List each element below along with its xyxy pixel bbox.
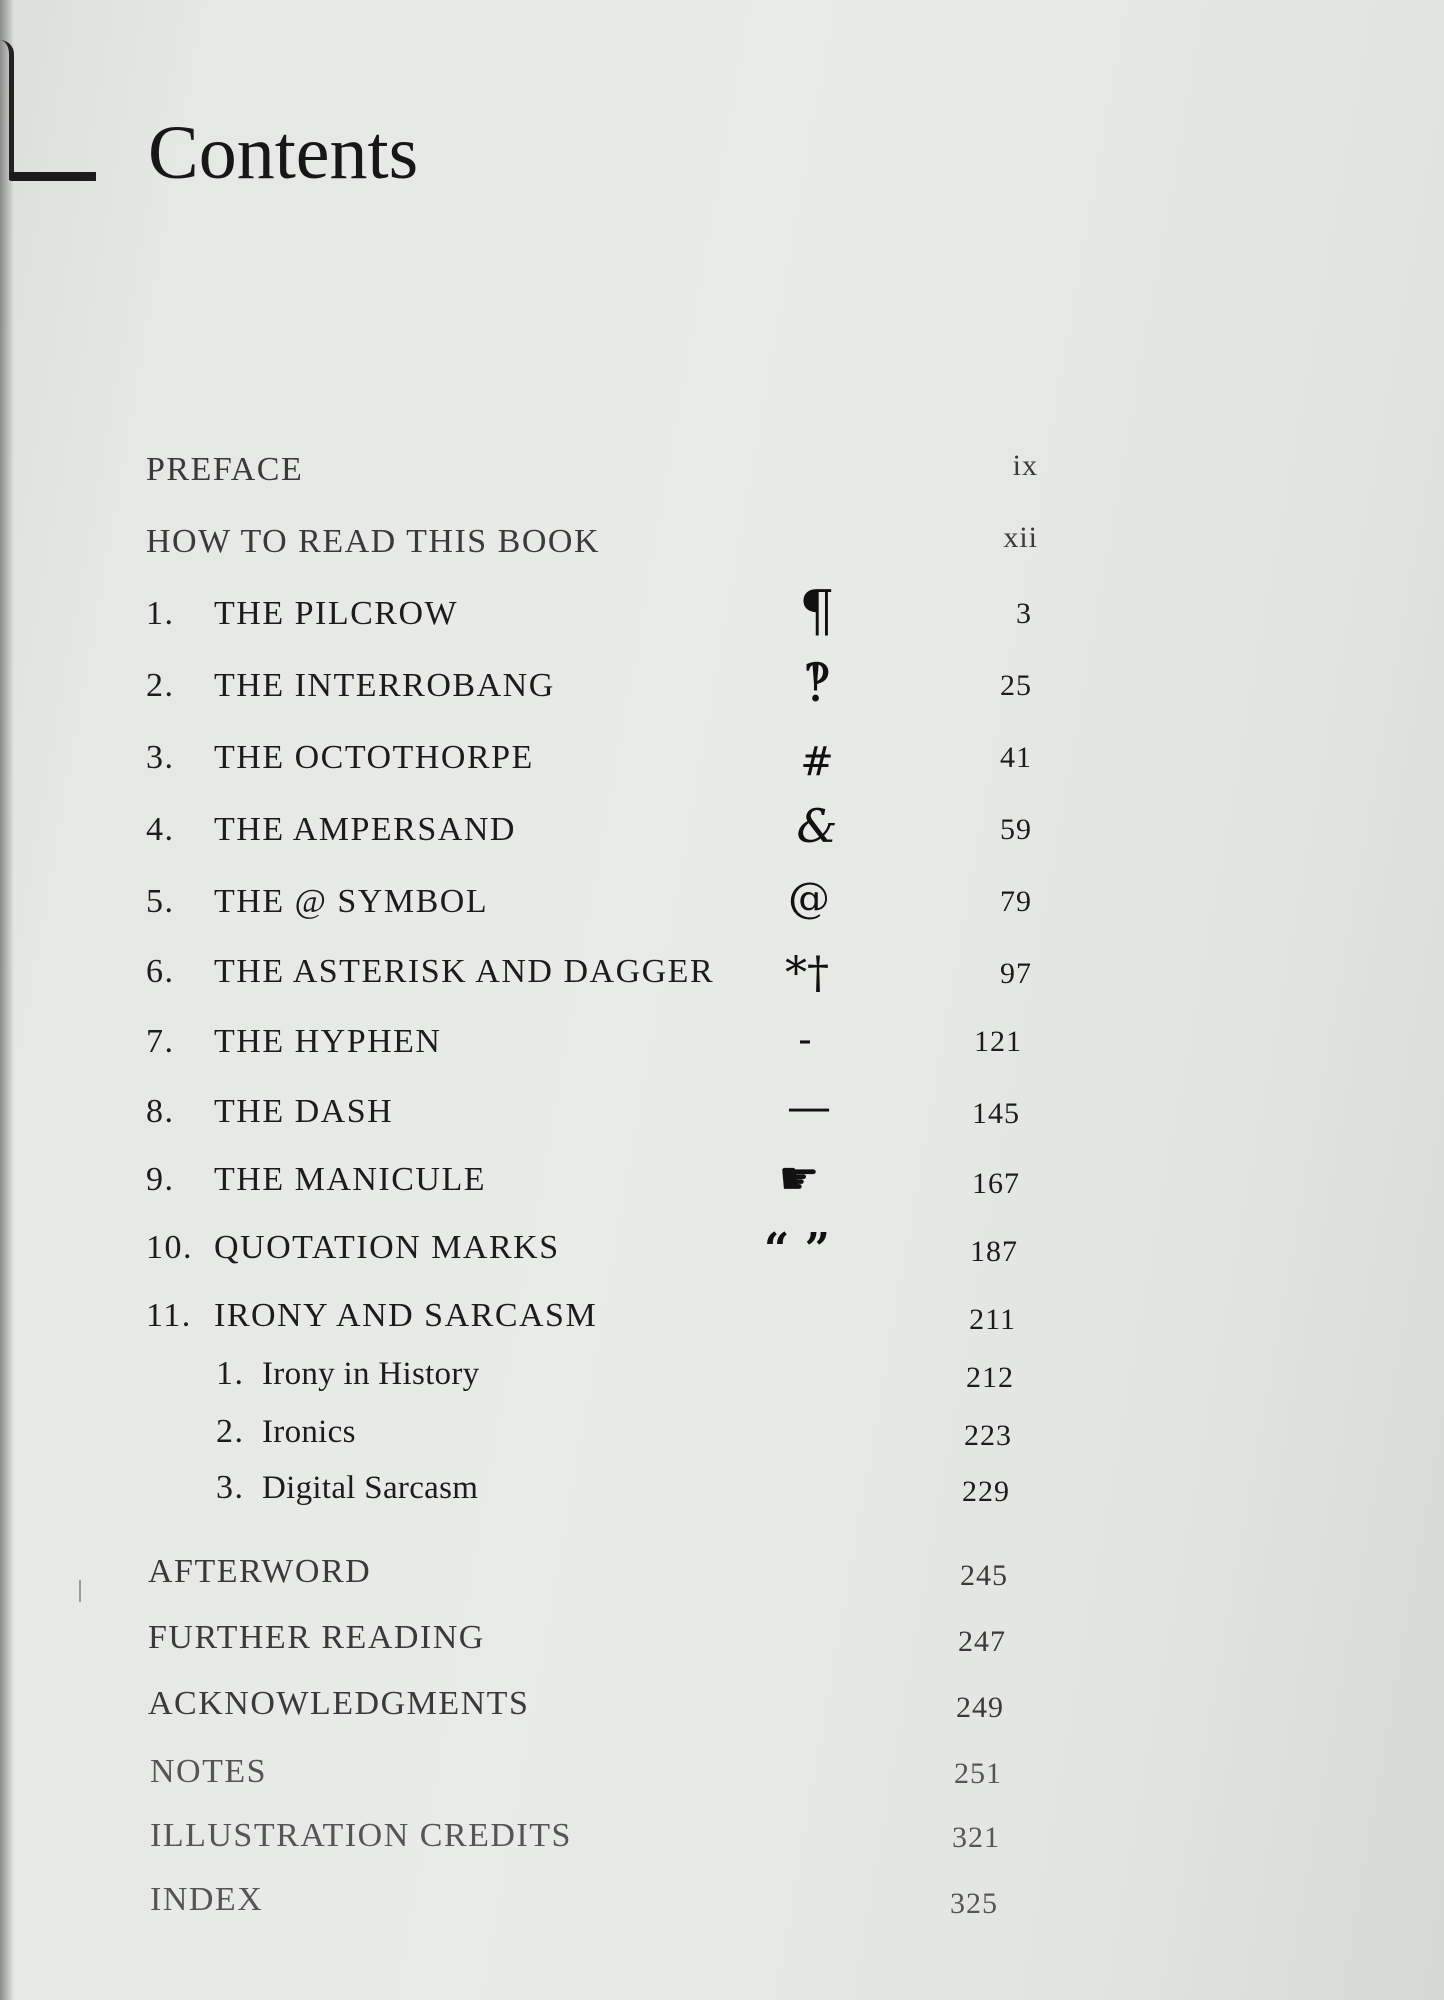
chapter-entry xyxy=(146,654,1046,714)
chapter-number: 10. xyxy=(146,1229,193,1266)
toc-entry-label: HOW TO READ THIS BOOK xyxy=(146,523,601,560)
chapter-number: 4. xyxy=(146,811,175,848)
chapter-page: 167 xyxy=(972,1167,1020,1200)
toc-entry-label: NOTES xyxy=(150,1753,268,1790)
chapter-title: IRONY AND SARCASM xyxy=(214,1297,598,1334)
chapter-number: 5. xyxy=(146,883,175,920)
toc-entry-label: ACKNOWLEDGMENTS xyxy=(148,1685,530,1722)
chapter-entry xyxy=(146,948,1046,999)
chapter-page: 59 xyxy=(1000,813,1032,846)
chapter-page: 211 xyxy=(969,1303,1016,1336)
subsection-entry xyxy=(216,1408,816,1456)
at-symbol-icon: @ xyxy=(788,873,830,922)
toc-entry-label: PREFACE xyxy=(146,451,304,488)
subsection-page: 229 xyxy=(962,1475,1010,1508)
toc-entry-page: 321 xyxy=(952,1821,1000,1854)
chapter-page: 3 xyxy=(1016,597,1032,630)
chapter-title: THE AMPERSAND xyxy=(214,811,516,848)
page-gutter-shadow xyxy=(0,0,14,2000)
chapter-entry xyxy=(146,806,1046,854)
chapter-number: 3. xyxy=(146,739,175,776)
ampersand-icon: & xyxy=(796,799,838,853)
toc-entry-label: FURTHER READING xyxy=(148,1619,485,1656)
subsection-entry xyxy=(216,1350,816,1398)
hyphen-icon: - xyxy=(798,1017,812,1063)
chapter-number: 8. xyxy=(146,1093,175,1130)
title-rule xyxy=(10,172,96,181)
quotation-marks-icon: “ ” xyxy=(764,1224,830,1275)
interrobang-icon: ‽ xyxy=(803,654,831,714)
subsection-title: Digital Sarcasm xyxy=(262,1470,479,1506)
chapter-page: 145 xyxy=(972,1097,1020,1130)
chapter-title: THE HYPHEN xyxy=(214,1023,442,1060)
chapter-title: THE OCTOTHORPE xyxy=(214,739,534,776)
chapter-title: QUOTATION MARKS xyxy=(214,1229,560,1266)
chapter-number: 7. xyxy=(146,1023,175,1060)
pilcrow-icon: ¶ xyxy=(799,579,835,644)
subsection-title: Ironics xyxy=(262,1414,356,1450)
chapter-page: 79 xyxy=(1000,885,1032,918)
chapter-title: THE INTERROBANG xyxy=(214,667,555,704)
subsection-title: Irony in History xyxy=(262,1356,480,1392)
chapter-entry xyxy=(146,734,1046,782)
chapter-entry xyxy=(146,579,1046,644)
binding-edge xyxy=(0,40,14,180)
subsection-page: 223 xyxy=(964,1419,1012,1452)
page-title: Contents xyxy=(148,111,419,195)
paper-mark xyxy=(79,1580,81,1602)
toc-entry-page: xii xyxy=(1003,521,1038,554)
subsection-entry xyxy=(216,1464,816,1512)
toc-entry-page: 247 xyxy=(958,1625,1006,1658)
toc-entry-page: 249 xyxy=(956,1691,1004,1724)
chapter-title: THE MANICULE xyxy=(214,1161,487,1198)
toc-entry-page: 245 xyxy=(960,1559,1008,1592)
chapter-number: 2. xyxy=(146,667,175,704)
subsection-number: 3. xyxy=(216,1469,245,1506)
chapter-title: THE PILCROW xyxy=(214,595,459,632)
chapter-title: THE ASTERISK AND DAGGER xyxy=(214,953,715,990)
subsection-number: 1. xyxy=(216,1355,245,1392)
octothorpe-icon: # xyxy=(800,739,834,785)
chapter-entry xyxy=(146,878,1046,926)
chapter-page: 187 xyxy=(970,1235,1018,1268)
chapter-page: 121 xyxy=(974,1025,1022,1058)
toc-entry-label: AFTERWORD xyxy=(148,1553,372,1590)
asterisk-dagger-icon: *† xyxy=(785,948,829,999)
manicule-icon: ☛ xyxy=(778,1151,820,1205)
toc-entry-page: 325 xyxy=(950,1887,998,1920)
chapter-page: 97 xyxy=(1000,957,1032,990)
chapter-title: THE @ SYMBOL xyxy=(214,883,489,920)
toc-entry-label: ILLUSTRATION CREDITS xyxy=(150,1817,572,1854)
chapter-title: THE DASH xyxy=(214,1093,394,1130)
chapter-number: 9. xyxy=(146,1161,175,1198)
toc-entry-label: INDEX xyxy=(150,1881,264,1918)
chapter-number: 1. xyxy=(146,595,175,632)
subsection-page: 212 xyxy=(966,1361,1014,1394)
subsection-number: 2. xyxy=(216,1413,245,1450)
chapter-page: 41 xyxy=(1000,741,1032,774)
toc-entry-page: 251 xyxy=(954,1757,1002,1790)
chapter-number: 6. xyxy=(146,953,175,990)
toc-entry-page: ix xyxy=(1012,449,1038,482)
dash-icon: — xyxy=(787,1082,831,1133)
chapter-number: 11. xyxy=(146,1297,192,1334)
chapter-page: 25 xyxy=(1000,669,1032,702)
